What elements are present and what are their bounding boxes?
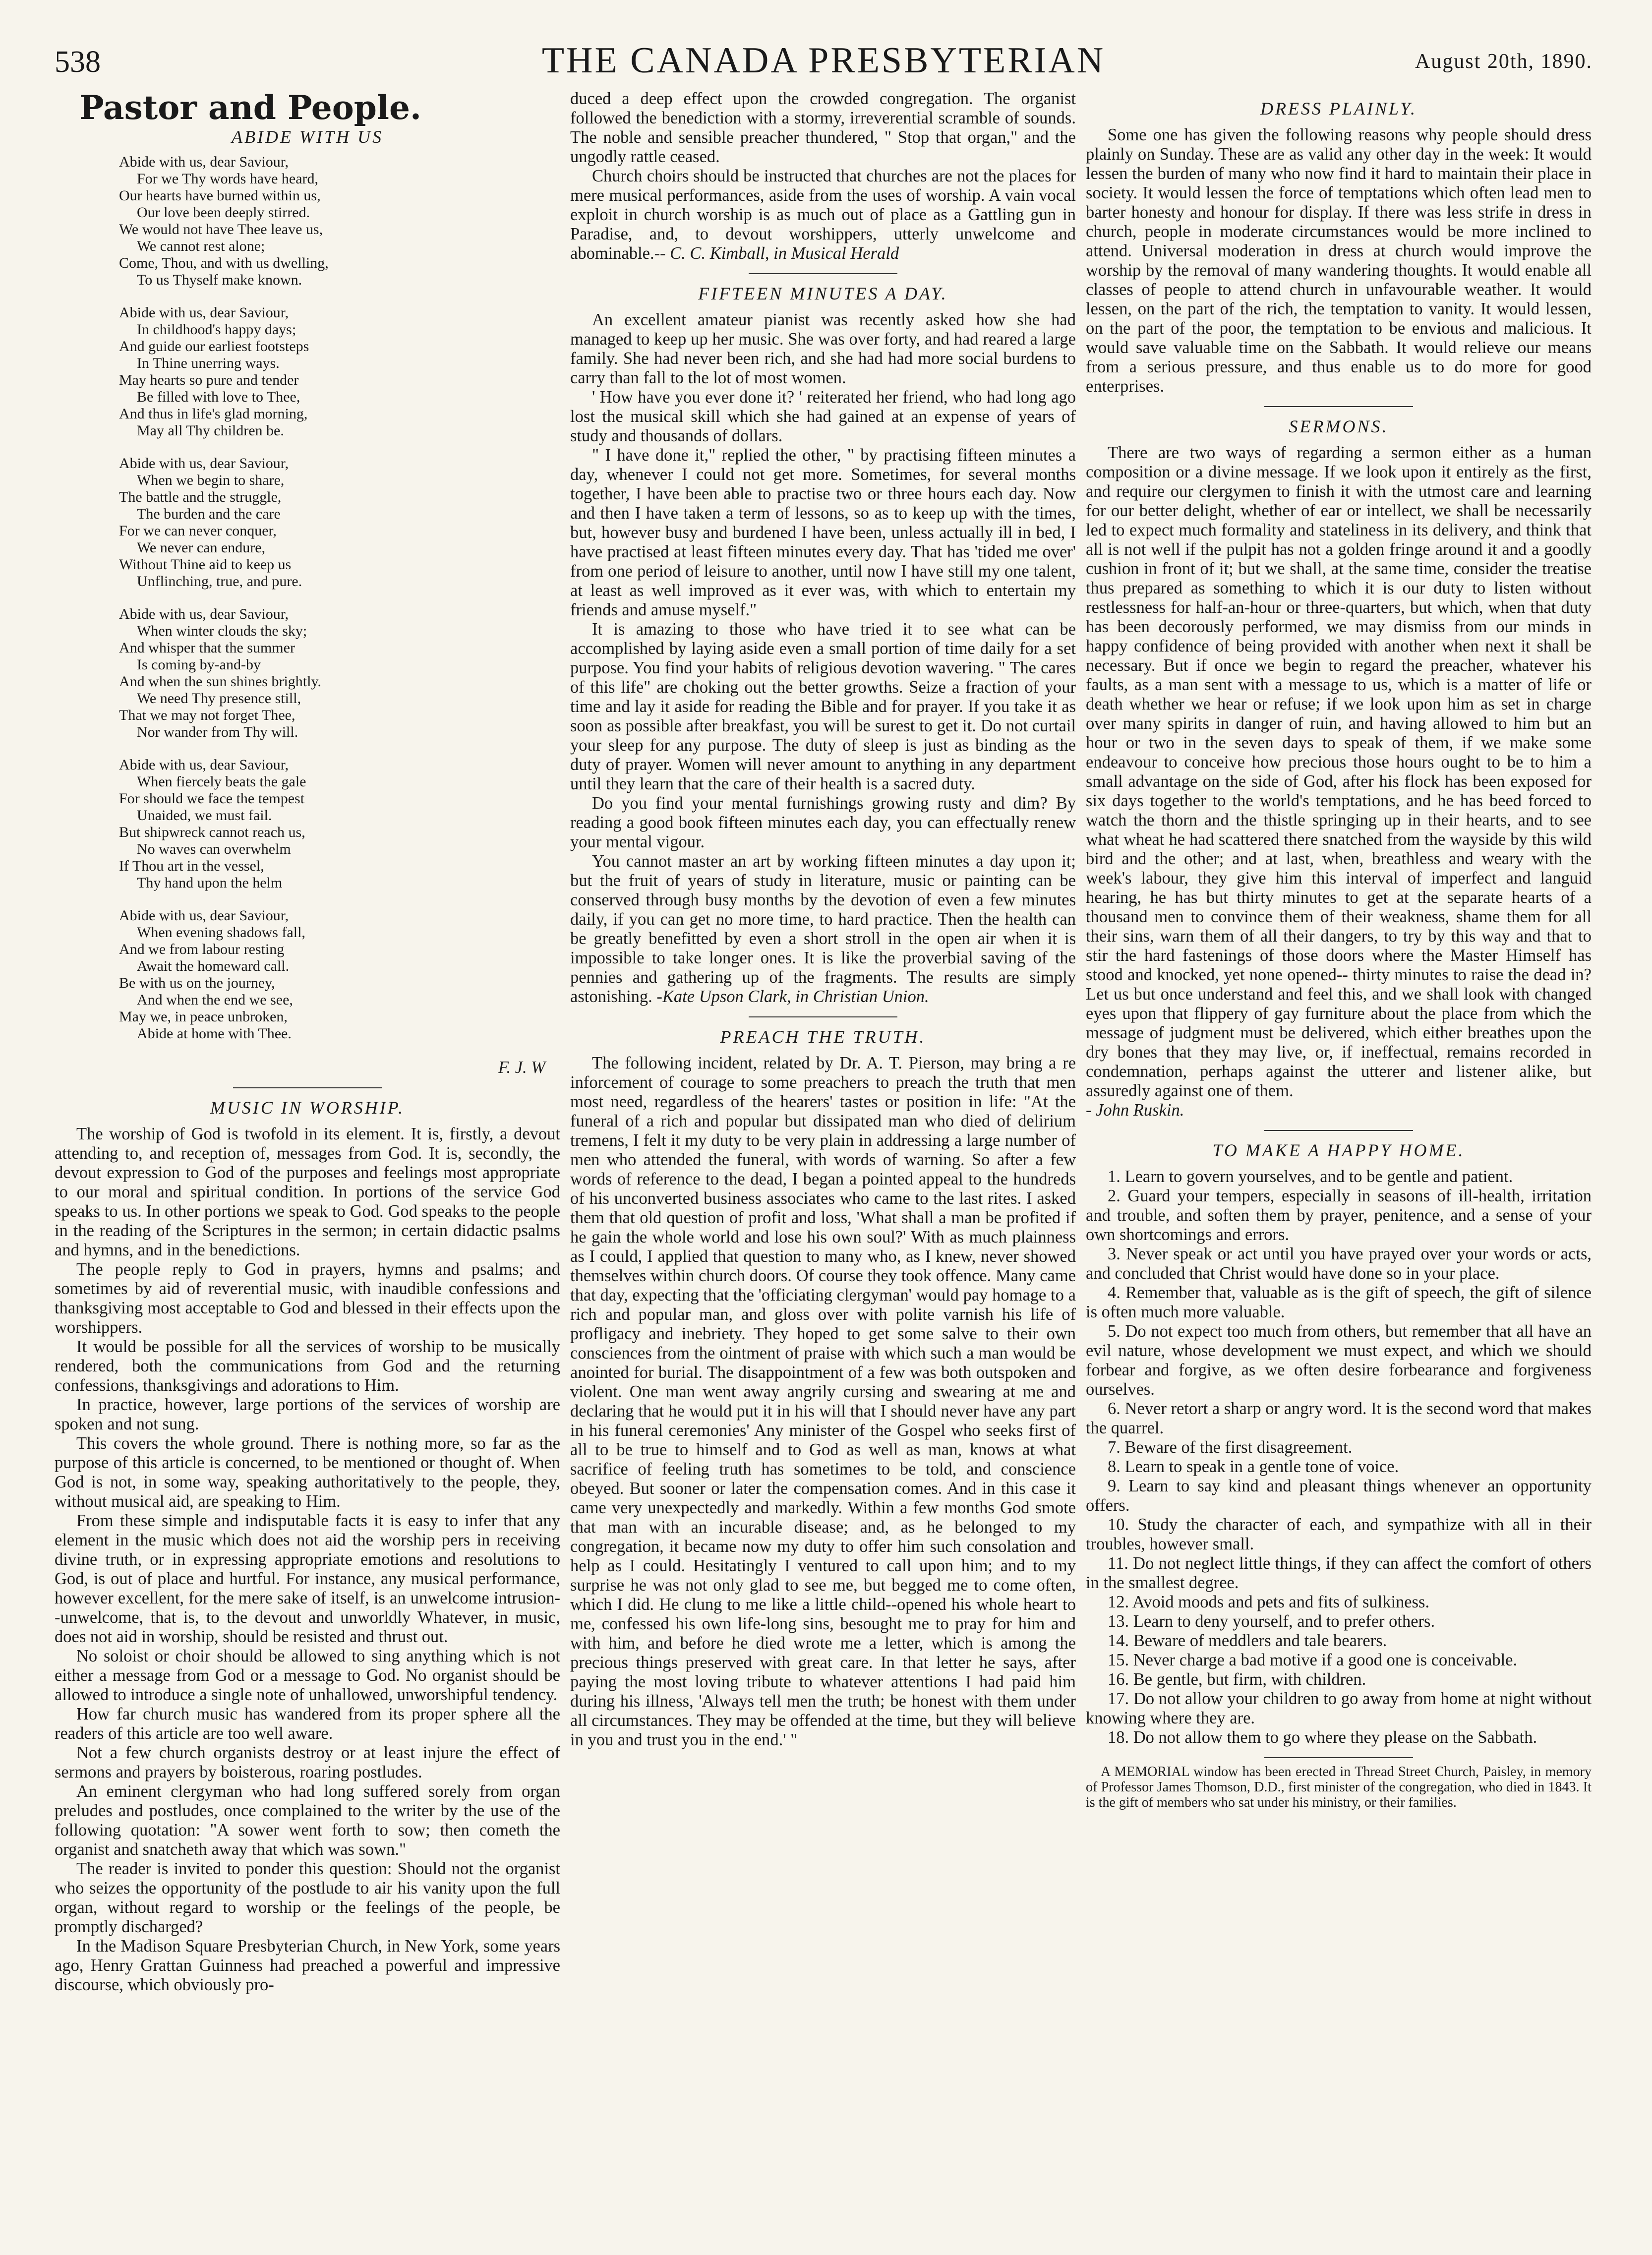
list-item: 8. Learn to speak in a gentle tone of voice. — [1108, 1457, 1399, 1476]
list-item: 3. Never speak or act until you have prayed over your words or acts, and concluded that Christ would have done so in your place. — [1086, 1245, 1592, 1283]
paragraph: The people reply to God in prayers, hymns and psalms; and sometimes by aid of reverential music, with inaudible confessions and thanksgiving most acceptable to God and blessed in their effects upon the worshippers. — [55, 1260, 560, 1337]
paragraph: An excellent amateur pianist was recently asked how she had managed to keep up her music. She was over forty, and had reared a large family. She had never been rich, and she had had more social burdens to carry than fall to the lot of most women. — [570, 310, 1076, 387]
poem-line: For we Thy words have heard, — [137, 171, 319, 187]
poem-line: Abide with us, dear Saviour, — [119, 304, 289, 321]
list-item: 7. Beware of the first disagreement. — [1108, 1438, 1353, 1457]
poem-line: Unaided, we must fail. — [137, 807, 272, 824]
poem-line: And when the sun shines brightly. — [119, 673, 322, 690]
divider — [1264, 406, 1413, 407]
article-dress — [1086, 125, 1592, 396]
poem-line: We need Thy presence still, — [137, 690, 301, 707]
article-music — [55, 1125, 560, 1995]
divider — [1264, 1757, 1413, 1758]
poem-line: Abide with us, dear Saviour, — [119, 907, 289, 924]
paragraph: Not a few church organists destroy or at least injure the effect of sermons and prayers by boisterous, roaring postludes. — [55, 1743, 560, 1781]
poem-line: Our hearts have burned within us, — [119, 187, 321, 204]
poem-line: We cannot rest alone; — [137, 238, 265, 254]
poem-stanza — [119, 757, 560, 891]
paragraph: " I have done it," replied the other, " by practising fifteen minutes a day, whenever I could not get more. Sometimes, for several months together, I have been able to practise two or three hours each day. Now and then I have taken a term of lessons, so as to keep up with the times, but, however busy and burdened I have been, unless actually ill in bed, I have practised at least fifteen minutes every day. That has 'tided me over' from one period of leisure to another, until now I have still my one talent, at least as well improved as it ever was, with which to entertain my friends and amuse myself." — [570, 446, 1076, 619]
poem-line: When evening shadows fall, — [137, 924, 305, 941]
poem-line: Abide with us, dear Saviour, — [119, 757, 289, 773]
article-title-preach: PREACH THE TRUTH. — [720, 1027, 926, 1047]
article-preach — [570, 1054, 1076, 1750]
poem-signature: F. J. W — [498, 1058, 545, 1077]
poem-line: If Thou art in the vessel, — [119, 858, 264, 874]
list-item: 18. Do not allow them to go where they please on the Sabbath. — [1108, 1728, 1537, 1747]
poem-line: We would not have Thee leave us, — [119, 221, 323, 237]
paragraph: No soloist or choir should be allowed to sing anything which is not either a message from God or a message to God. No organist should be allowed to introduce a single note of unhallowed, unworshipful tendency. — [55, 1647, 560, 1704]
poem-line: Abide with us, dear Saviour, — [119, 455, 289, 472]
issue-date: August 20th, 1890. — [1415, 50, 1593, 73]
sermons-citation: - John Ruskin. — [1086, 1101, 1184, 1120]
column-2 — [570, 89, 1076, 1750]
poem-line: And thus in life's glad morning, — [119, 406, 308, 422]
poem-line: For should we face the tempest — [119, 790, 305, 807]
divider — [749, 273, 897, 274]
poem — [119, 154, 560, 1042]
poem-line: In Thine unerring ways. — [137, 355, 280, 371]
paragraph: Do you find your mental furnishings growing rusty and dim? By reading a good book fifteen minutes each day, you can effectually renew your mental vigour. — [570, 794, 1076, 851]
paragraph: The worship of God is twofold in its element. It is, firstly, a devout attending to, and reception of, messages from God. It is, secondly, the devout expression to God of the purposes and feelings most appropriate to our moral and spiritual condition. In portions of the service God speaks to us. In other portions we speak to God. God speaks to the people in the reading of the Scriptures in the sermon; in certain didactic psalms and hymns, and in the benedictions. — [55, 1125, 560, 1259]
list-item: 10. Study the character of each, and sympathize with all in their troubles, however small. — [1086, 1515, 1592, 1553]
poem-line: Await the homeward call. — [137, 958, 290, 974]
paragraph: From these simple and indisputable facts it is easy to infer that any element in the music which does not aid the worship pers in receiving divine truth, or in expressing appropriate emotions and resolutions to God, is out of place and hurtful. For instance, any musical performance, however excellent, for the mere sake of itself, is an unwelcome intrusion--unwelcome, that is, to the devout and unworldly Whatever, in music, does not aid in worship, should be resisted and thrust out. — [55, 1511, 560, 1646]
paragraph: It would be possible for all the services of worship to be musically rendered, both the communications from God and the returning confessions, thanksgivings and adorations to Him. — [55, 1337, 560, 1395]
column-3 — [1086, 89, 1592, 1810]
article-music-continued-2: Church choirs should be instructed that churches are not the places for mere musical performances, aside from the uses of worship. A vain vocal exploit in church worship is as much out of place as a Gattling gun in Paradise, and, to devout worshippers, utterly unwelcome and abominable.-- C. C. Kimball, in Musical Herald — [570, 167, 1076, 263]
list-item: 11. Do not neglect little things, if they can affect the comfort of others in the smallest degree. — [1086, 1554, 1592, 1592]
paragraph: An eminent clergyman who had long suffered sorely from organ preludes and postludes, once complained to the writer by the use of the following quotation: "A sower went forth to sow; then cometh the organist and snatcheth away that which was sown." — [55, 1782, 560, 1859]
poem-line: In childhood's happy days; — [137, 321, 296, 338]
poem-line: May we, in peace unbroken, — [119, 1009, 288, 1025]
list-item: 1. Learn to govern yourselves, and to be gentle and patient. — [1108, 1167, 1513, 1186]
divider — [1264, 1130, 1413, 1131]
music-citation: C. C. Kimball, in Musical Herald — [670, 244, 899, 263]
poem-stanza — [119, 907, 560, 1042]
poem-line: The burden and the care — [137, 506, 281, 522]
column-1 — [55, 89, 560, 1995]
poem-line: Is coming by-and-by — [137, 656, 261, 673]
poem-stanza — [119, 606, 560, 741]
article-title-fifteen: FIFTEEN MINUTES A DAY. — [698, 284, 948, 303]
poem-line: Nor wander from Thy will. — [137, 724, 298, 740]
poem-line: Unflinching, true, and pure. — [137, 573, 302, 590]
divider — [749, 1016, 897, 1017]
poem-line: For we can never conquer, — [119, 523, 277, 539]
poem-line: Without Thine aid to keep us — [119, 556, 292, 573]
list-item: 6. Never retort a sharp or angry word. It is the second word that makes the quarrel. — [1086, 1399, 1592, 1437]
poem-line: Be filled with love to Thee, — [137, 389, 300, 405]
page-number: 538 — [55, 45, 101, 79]
article-home — [1086, 1167, 1592, 1747]
memorial-note: A MEMORIAL window has been erected in Thread Street Church, Paisley, in memory of Professor James Thomson, D.D., first minister of the congregation, who died in 1843. It is the gift of members who sat under his ministry, or their families. — [1086, 1764, 1592, 1810]
article-sermons — [1086, 443, 1592, 1101]
poem-stanza — [119, 455, 560, 590]
article-music-continued: duced a deep effect upon the crowded congregation. The organist followed the benediction with a stormy, irreverential scramble of sounds. The noble and sensible preacher thundered, " Stop that organ," and the ungodly rattle ceased. — [570, 89, 1076, 166]
masthead: THE CANADA PRESBYTERIAN — [541, 40, 1106, 81]
list-item: 17. Do not allow your children to go away from home at night without knowing where they are. — [1086, 1689, 1592, 1727]
poem-line: Abide at home with Thee. — [137, 1025, 292, 1042]
poem-line: When we begin to share, — [137, 472, 285, 488]
paragraph: It is amazing to those who have tried it to see what can be accomplished by laying aside even a small portion of time daily for a set purpose. You find your habits of religious devotion wavering. " The cares of this life" are choking out the better growths. Seize a fraction of your time and lay it aside for reading the Bible and for prayer. If you take it as soon as possible after breakfast, you will be surest to get it. Do not curtail your sleep for any purpose. The duty of sleep is just as binding as the duty of prayer. Women will never amount to anything in any department until they learn that the care of their health is a sacred duty. — [570, 620, 1076, 793]
poem-line: When winter clouds the sky; — [137, 623, 307, 639]
poem-line: To us Thyself make known. — [137, 272, 302, 288]
list-item: 13. Learn to deny yourself, and to prefer others. — [1108, 1612, 1435, 1631]
poem-line: May all Thy children be. — [137, 422, 284, 439]
poem-line: And whisper that the summer — [119, 640, 295, 656]
poem-line: Abide with us, dear Saviour, — [119, 606, 289, 622]
paragraph: There are two ways of regarding a sermon either as a human composition or a divine message. If we look upon it entirely as the first, and require our clergymen to finish it with the utmost care and learning for our better delight, whether of ear or intellect, we shall be necessarily led to expect much formality and stateliness in its delivery, and think that all is not well if the pulpit has not a golden fringe around it and a goodly cushion in front of it; but we shall, at the same time, consider the treatise thus prepared as something to which it is our duty to listen without restlessness for half-an-hour or three-quarters, but which, when that duty has been decorously performed, we may dismiss from our minds in happy confidence of being provided with another when next it shall be necessary. But if once we begin to regard the preacher, whatever his faults, as a man sent with a message to us, which is a matter of life or death whether we hear or refuse; if we look upon him as set in charge over many spirits in danger of ruin, and having allowed to him but an hour or two in the seven days to speak of them, if we make some endeavour to conceive how precious those hours ought to be to him a small advantage on the side of God, after his flock has been exposed for six days together to the world's temptations, and he has beed forced to watch the thorn and the thistle springing up in their hearts, and to see what wheat he had scattered there snatched from the wayside by this wild bird and the other; and at last, when, breathless and weary with the week's labour, they give him this interval of imperfect and languid hearing, he has but thirty minutes to get at the separate hearts of a thousand men to convince them of their weakness, shame them for all their sins, warn them of all their dangers, to try by this way and that to stir the hard fastenings of those doors where the Master Himself has stood and knocked, yet none opened-- thirty minutes to raise the dead in? Let us but once understand and feel this, and we shall look with changed eyes upon that flippery of gay furniture about the place from which the message of judgment must be delivered, which either breathes upon the dry bones that they may live, or, if ineffectual, remains recorded in condemnation, perhaps against the utterer and listener alike, but assuredly against one of them. — [1086, 443, 1592, 1100]
poem-line: May hearts so pure and tender — [119, 372, 299, 388]
paragraph: In the Madison Square Presbyterian Church, in New York, some years ago, Henry Grattan Guinness had preached a powerful and impressive discourse, which obviously pro- — [55, 1937, 560, 1994]
poem-stanza — [119, 304, 560, 439]
poem-line: No waves can overwhelm — [137, 841, 291, 857]
article-title-music: MUSIC IN WORSHIP. — [210, 1098, 405, 1118]
poem-line: And when the end we see, — [137, 992, 293, 1008]
list-item: 12. Avoid moods and pets and fits of sulkiness. — [1108, 1593, 1430, 1611]
paragraph: The reader is invited to ponder this question: Should not the organist who seizes the opportunity of the postlude to air his vanity upon the full organ, without regard to worship or the feelings of the people, be promptly discharged? — [55, 1859, 560, 1936]
page-header — [55, 35, 1593, 89]
article-title-sermons: SERMONS. — [1289, 416, 1389, 436]
paragraph: You cannot master an art by working fifteen minutes a day upon it; but the fruit of years of study in literature, music or painting can be conserved through busy months by the devotion of even a few minutes daily, if you can get no more time, to hard practice. Then the health can be greatly benefitted by even a short stroll in the open air when it is impossible to take longer ones. It is like the proverbial saving of the pennies and gathering up of the fragments. The results are simply astonishing. -Kate Upson Clark, in Christian Union. — [570, 852, 1076, 1006]
paragraph: How far church music has wandered from its proper sphere all the readers of this article are too well aware. — [55, 1705, 560, 1743]
paragraph: In practice, however, large portions of the services of worship are spoken and not sung. — [55, 1395, 560, 1433]
article-title-dress: DRESS PLAINLY. — [1260, 99, 1417, 119]
poem-line: We never can endure, — [137, 539, 266, 556]
poem-stanza — [119, 154, 560, 289]
paragraph: This covers the whole ground. There is nothing more, so far as the purpose of this article is concerned, to be mentioned or thought of. When God is not, in some way, speaking authoritatively to the people, they, without musical aid, are speaking to Him. — [55, 1434, 560, 1511]
poem-line: The battle and the struggle, — [119, 489, 282, 505]
list-item: 15. Never charge a bad motive if a good one is conceivable. — [1108, 1651, 1518, 1669]
paragraph: The following incident, related by Dr. A. T. Pierson, may bring a re inforcement of courage to some preachers to preach the truth that men most need, regardless of the hearers' tastes or position in life: "At the funeral of a rich and popular but dissipated man who died of delirium tremens, I felt it my duty to be very plain in addressing a large number of men who attended the funeral, with words of warning. So after a few words of reference to the dead, I began a pointed appeal to the hundreds of his unconverted business associates who came to the last rites. I asked them that old question of profit and loss, 'What shall a man be profited if he gain the whole world and lose his own soul?' With as much plainness as I could, I applied that question to many who, as I knew, never showed themselves within church doors. Of course they took offence. Many came that day, expecting that the 'officiating clergyman' would pay homage to a rich and popular man, and gloss over with polite varnish his life of profligacy and inebriety. They hoped to get some salve to their own consciences from the ointment of praise with which such a man would be anointed for burial. The disappointment of a few was both outspoken and violent. One man went away angrily cursing and swearing at me and declaring that he would put it in his will that I should never have any part in his funeral ceremonies' Any minister of the Gospel who seeks first of all to be true to himself and to God as well as man, knows at what sacrifice of feeling truth has sometimes to be told, and conscience obeyed. But sooner or later the compensation comes. And in this case it came very unexpectedly and markedly. Within a few months God smote that man with an incurable disease; and, as he belonged to my congregation, it became now my duty to offer him such consolation and help as I could. Hesitatingly I ventured to call upon him; and to my surprise he was not only glad to see me, but begged me to come often, which I did. He clung to me like a little child--opened his whole heart to me, confessed his own life-long sins, besought me to pray for him and with him, and before he died wrote me a letter, which is among the precious things preserved with great care. In that letter he says, after paying the most loving tribute to whatever attentions I had paid him during his illness, 'Always tell men the truth; be honest with them under all circumstances. They may be offended at the time, but they will believe in you and trust you in the end.' " — [570, 1054, 1076, 1749]
poem-line: Be with us on the journey, — [119, 975, 275, 991]
list-item: 9. Learn to say kind and pleasant things whenever an opportunity offers. — [1086, 1477, 1592, 1515]
divider — [233, 1087, 382, 1088]
poem-line: Our love been deeply stirred. — [137, 204, 310, 221]
poem-line: Abide with us, dear Saviour, — [119, 154, 289, 170]
list-item: 4. Remember that, valuable as is the gift of speech, the gift of silence is often much more valuable. — [1086, 1283, 1592, 1321]
article-fifteen — [570, 310, 1076, 1007]
paragraph: Some one has given the following reasons why people should dress plainly on Sunday. These are as valid any other day in the week: It would lessen the burden of many who now find it hard to maintain their place in society. It would lessen the force of temptations which often lead men to barter honesty and honour for display. If there was less strife in dress in church, people in moderate circumstances would be more inclined to attend. Universal moderation in dress at church would improve the worship by the removal of many wandering thoughts. It would enable all classes of people to attend church in unfavourable weather. It would lessen, on the part of the rich, the temptation to vanity. It would lessen, on the part of the poor, the temptation to be envious and malicious. It would save valuable time on the Sabbath. It would relieve our means from a serious pressure, and thus enable us to do more for good enterprises. — [1086, 125, 1592, 396]
poem-line: Come, Thou, and with us dwelling, — [119, 255, 329, 271]
list-item: 14. Beware of meddlers and tale bearers. — [1108, 1631, 1387, 1650]
list-item: 16. Be gentle, but firm, with children. — [1108, 1670, 1366, 1689]
article-title-home: TO MAKE A HAPPY HOME. — [1212, 1140, 1465, 1160]
poem-line: When fiercely beats the gale — [137, 773, 306, 790]
poem-line: And guide our earliest footsteps — [119, 338, 309, 355]
list-item: 2. Guard your tempers, especially in seasons of ill-health, irritation and trouble, and soften them by prayer, penitence, and a sense of your own shortcomings and errors. — [1086, 1187, 1592, 1244]
poem-line: And we from labour resting — [119, 941, 285, 957]
poem-line: That we may not forget Thee, — [119, 707, 295, 723]
poem-line: Thy hand upon the helm — [137, 875, 283, 891]
poem-title: ABIDE WITH US — [232, 127, 383, 147]
list-item: 5. Do not expect too much from others, but remember that all have an evil nature, whose development we must expect, and which we should forbear and forgive, as we often desire forbearance and forgiveness ourselves. — [1086, 1322, 1592, 1399]
poem-line: But shipwreck cannot reach us, — [119, 824, 305, 840]
section-title: Pastor and People. — [79, 88, 421, 127]
fifteen-citation: -Kate Upson Clark, in Christian Union. — [652, 987, 929, 1006]
paragraph: ' How have you ever done it? ' reiterated her friend, who had long ago lost the musical skill which she had gained at an expense of years of study and thousands of dollars. — [570, 388, 1076, 445]
